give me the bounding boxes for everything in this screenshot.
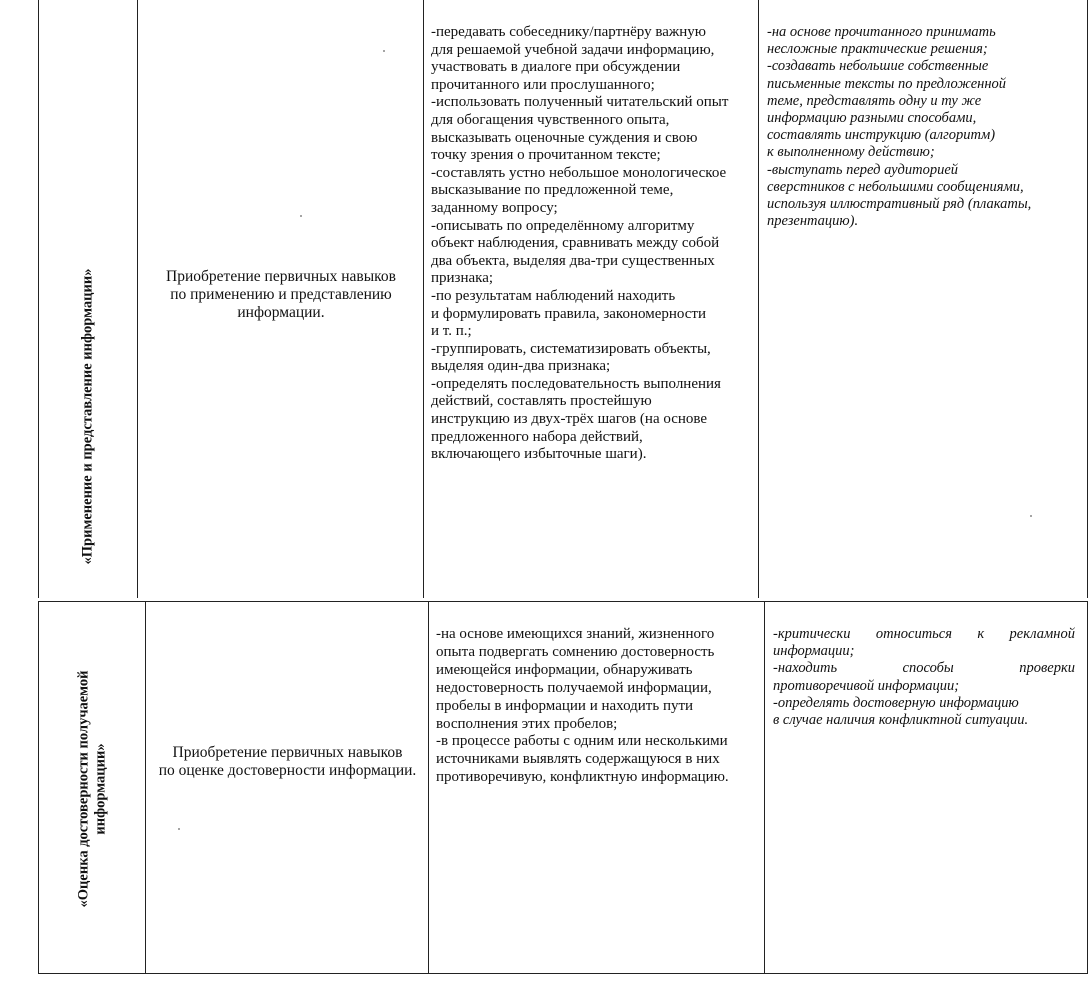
scan-speck — [178, 828, 180, 830]
scan-speck — [383, 50, 385, 52]
extended-skills-text: -критически относиться к рекламной информации; -находить способы проверки противоречивой информации; -определять достоверную информацию в случае наличия конфликтной ситуации. — [773, 626, 1075, 729]
skills-text: -передавать собеседнику/партнёру важную для решаемой учебной задачи информацию, участвовать в диалоге при обсуждении прочитанного или прослушанного; -использовать полученный читательский опыт для обогащения чувственного опыта, высказывать оценочные суждения и свою точку зрения о прочитанном тексте; -составлять устно небольшое монологическое высказывание по предложенной теме, заданному вопросу; -описывать по определённому алгоритму объект наблюдения, сравнивать между собой два объекта, выделяя два-три существенных признака; -по результатам наблюдений находить и формулировать правила, закономерности и т. п.; -группировать, систематизировать объекты, выделяя один-два признака; -определять последовательность выполнения действий, составлять простейшую инструкцию из двух-трёх шагов (на основе предложенного набора действий, включающего избыточные шаги). — [431, 24, 729, 463]
category-cell — [39, 0, 137, 599]
category-label: «Оценка достоверности получаемой информации» — [75, 670, 109, 907]
category-cell — [39, 602, 145, 975]
activity-text: Приобретение первичных навыков по оценке достоверности информации. — [158, 744, 417, 779]
scan-speck — [300, 215, 302, 217]
activity-cell — [139, 0, 423, 599]
activity-text: Приобретение первичных навыков по применению и представлению информации. — [166, 268, 396, 321]
activity-cell — [147, 602, 428, 902]
table-information-reliability — [38, 601, 1088, 974]
table-information-application — [38, 0, 1088, 598]
scan-speck — [1030, 515, 1032, 517]
skills-text: -на основе имеющихся знаний, жизненного опыта подвергать сомнению достоверность имеющейся информации, обнаруживать недостоверность получаемой информации, пробелы в информации и находить пути восполнения этих пробелов; -в процессе работы с одним или несколькими источниками выявлять содержащуюся в них противоречивую, конфликтную информацию. — [436, 626, 729, 786]
category-label: «Применение и представление информации» — [79, 268, 96, 565]
extended-skills-text: -на основе прочитанного принимать несложные практические решения; -создавать небольшие собственные письменные тексты по предложенной теме, представлять одну и ту же информацию разными способами, составлять инструкцию (алгоритм) к выполненному действию; -выступать перед аудиторией сверстников с небольшими сообщениями, используя иллюстративный ряд (плакаты, презентацию). — [767, 24, 1032, 230]
